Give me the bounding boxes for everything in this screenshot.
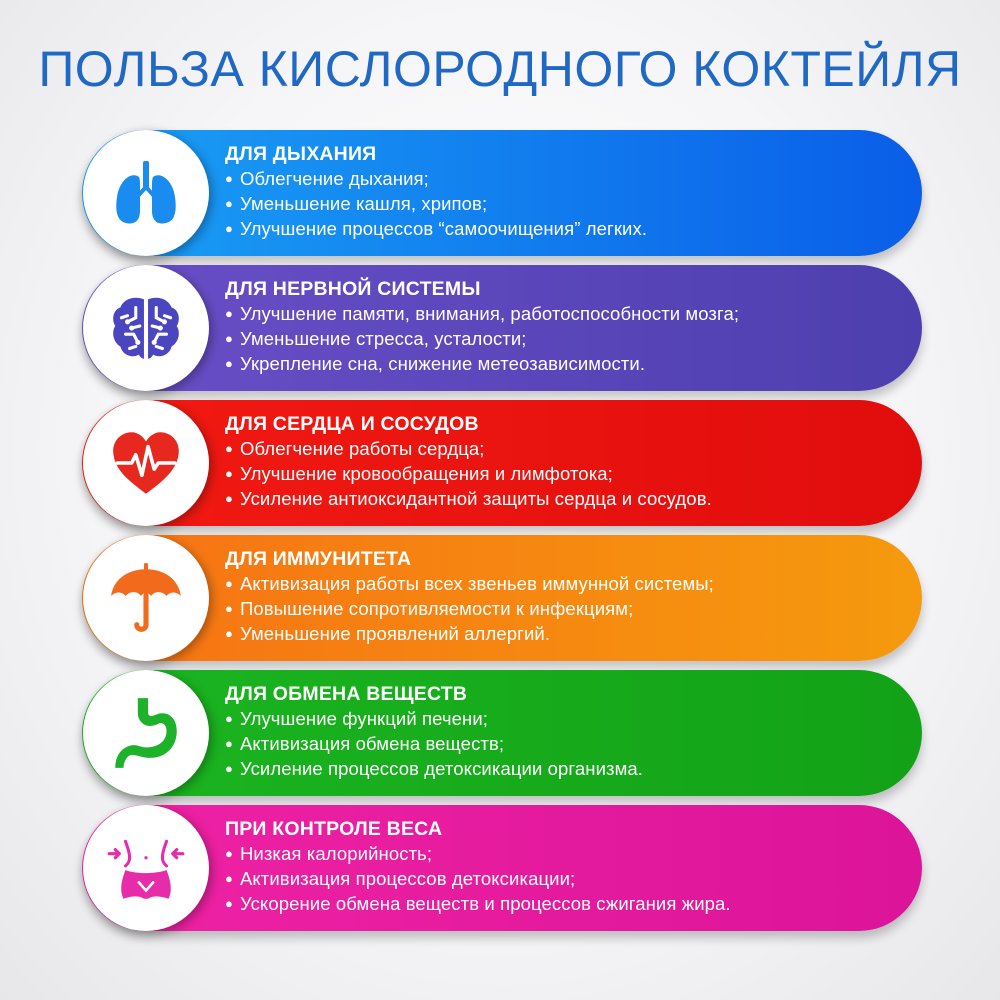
card-nervous-system (82, 265, 922, 391)
card-text (225, 547, 882, 647)
brain-icon (105, 287, 187, 369)
bullet-item: ● Уменьшение проявлений аллергий. (225, 622, 882, 647)
bullet-item: ● Уменьшение кашля, хрипов; (225, 192, 882, 217)
bullet-item: ● Облегчение работы сердца; (225, 437, 882, 462)
bullet-item: ● Повышение сопротивляемости к инфекциям; (225, 597, 882, 622)
icon-badge (83, 265, 209, 391)
card-heading: ДЛЯ СЕРДЦА И СОСУДОВ (225, 413, 479, 435)
card-breathing (82, 130, 922, 256)
bullet-item: ● Улучшение процессов “самоочищения” легких. (225, 217, 882, 242)
bullet-list (225, 167, 882, 242)
card-heading: ДЛЯ ОБМЕНА ВЕЩЕСТВ (225, 683, 468, 705)
card-heart-vessels (82, 400, 922, 526)
card-weight-control (82, 805, 922, 931)
bullet-item: ● Облегчение дыхания; (225, 167, 882, 192)
bullet-item: ● Улучшение кровообращения и лимфотока; (225, 462, 882, 487)
stomach-icon (105, 692, 187, 774)
bullet-item: ● Улучшение функций печени; (225, 707, 882, 732)
bullet-item: ● Активизация обмена веществ; (225, 732, 882, 757)
card-heading: ДЛЯ ИММУНИТЕТА (225, 548, 412, 570)
card-heading: ПРИ КОНТРОЛЕ ВЕСА (225, 818, 443, 840)
card-text (225, 412, 882, 512)
bullet-item: ● Активизация работы всех звеньев иммунной системы; (225, 572, 882, 597)
bullet-item: ● Усиление процессов детоксикации организма. (225, 757, 882, 782)
umbrella-icon (105, 557, 187, 639)
card-text (225, 277, 882, 377)
card-text (225, 142, 882, 242)
card-immunity (82, 535, 922, 661)
icon-badge (83, 805, 209, 931)
bullet-item: ● Низкая калорийность; (225, 842, 882, 867)
bullet-list (225, 842, 882, 917)
bullet-item: ● Уменьшение стресса, усталости; (225, 327, 882, 352)
bullet-item: ● Активизация процессов детоксикации; (225, 867, 882, 892)
bullet-item: ● Укрепление сна, снижение метеозависимости. (225, 352, 882, 377)
bullet-item: ● Улучшение памяти, внимания, работоспособности мозга; (225, 302, 882, 327)
heart-pulse-icon (105, 422, 187, 504)
bullet-list (225, 437, 882, 512)
card-metabolism (82, 670, 922, 796)
card-text (225, 817, 882, 917)
bullet-list (225, 302, 882, 377)
icon-badge (83, 535, 209, 661)
page-title: ПОЛЬЗА КИСЛОРОДНОГО КОКТЕЙЛЯ (38, 41, 962, 97)
bullet-item: ● Ускорение обмена веществ и процессов сжигания жира. (225, 892, 882, 917)
icon-badge (83, 400, 209, 526)
lungs-icon (106, 153, 186, 233)
card-heading: ДЛЯ НЕРВНОЙ СИСТЕМЫ (225, 278, 481, 300)
bullet-list (225, 707, 882, 782)
icon-badge (83, 130, 209, 256)
bullet-list (225, 572, 882, 647)
icon-badge (83, 670, 209, 796)
card-heading: ДЛЯ ДЫХАНИЯ (225, 143, 377, 165)
card-text (225, 682, 882, 782)
bullet-item: ● Усиление антиоксидантной защиты сердца и сосудов. (225, 487, 882, 512)
waist-icon (105, 827, 187, 909)
